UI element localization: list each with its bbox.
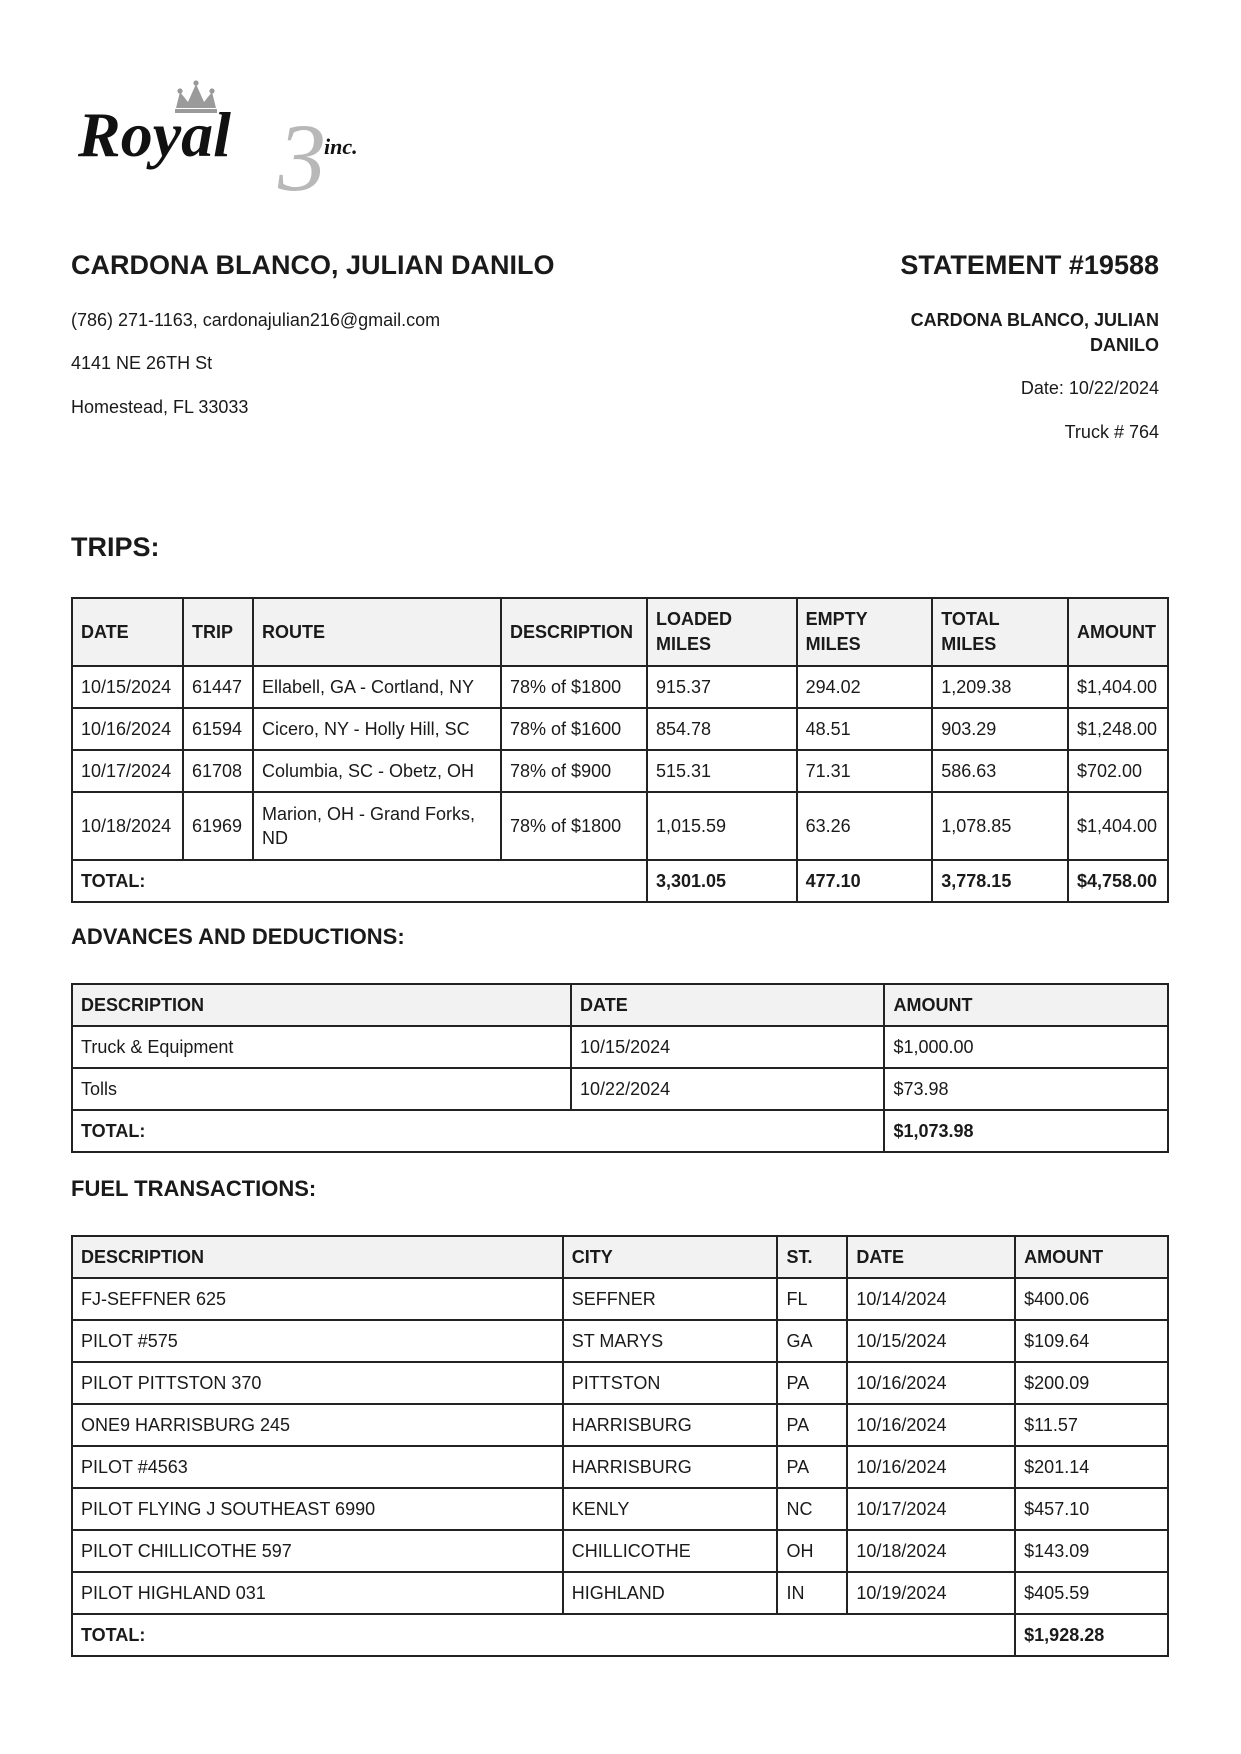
table-row: ONE9 HARRISBURG 245 HARRISBURG PA 10/16/2024 $11.57 <box>72 1404 1168 1446</box>
driver-contact: (786) 271-1163, cardonajulian216@gmail.com <box>71 310 441 330</box>
total-loaded: 3,301.05 <box>647 860 797 902</box>
driver-name: CARDONA BLANCO, JULIAN DANILO <box>71 250 555 280</box>
advances-table <box>71 983 1169 1153</box>
col-description: DESCRIPTION <box>501 598 647 666</box>
royal-3-logo-graphic <box>78 78 388 198</box>
col-empty-miles: EMPTY MILES <box>797 598 933 666</box>
col-trip: TRIP <box>183 598 253 666</box>
logo-suffix: inc. <box>324 134 358 159</box>
fuel-header-row: DESCRIPTION CITY ST. DATE AMOUNT <box>72 1236 1168 1278</box>
statement-truck: Truck # 764 <box>1064 422 1159 442</box>
table-row: PILOT FLYING J SOUTHEAST 6990 KENLY NC 10/17/2024 $457.10 <box>72 1488 1168 1530</box>
statement-recipient-line1: CARDONA BLANCO, JULIAN <box>910 310 1159 330</box>
fuel-heading: FUEL TRANSACTIONS: <box>71 1176 317 1201</box>
table-row: PILOT HIGHLAND 031 HIGHLAND IN 10/19/2024 $405.59 <box>72 1572 1168 1614</box>
table-row: PILOT CHILLICOTHE 597 CHILLICOTHE OH 10/18/2024 $143.09 <box>72 1530 1168 1572</box>
statement-title: STATEMENT #19588 <box>900 250 1159 280</box>
total-label: TOTAL: <box>72 860 647 902</box>
advances-total-row: TOTAL: $1,073.98 <box>72 1110 1168 1152</box>
table-row: 10/18/2024 61969 Marion, OH - Grand Forks, ND 78% of $1800 1,015.59 63.26 1,078.85 $1,404.00 <box>72 792 1168 860</box>
statement-date: Date: 10/22/2024 <box>1020 378 1159 398</box>
company-logo <box>78 78 388 198</box>
trips-total-row <box>72 860 1168 902</box>
driver-address-street: 4141 NE 26TH St <box>71 353 213 373</box>
trips-header-row <box>72 598 1168 666</box>
trips-table <box>71 597 1169 903</box>
logo-numeral: 3 <box>278 104 326 198</box>
statement-recipient <box>859 308 1159 358</box>
col-route: ROUTE <box>253 598 501 666</box>
fuel-total-row: TOTAL: $1,928.28 <box>72 1614 1168 1656</box>
table-row: PILOT #575 ST MARYS GA 10/15/2024 $109.64 <box>72 1320 1168 1362</box>
col-loaded-miles: LOADED MILES <box>647 598 797 666</box>
table-row: 10/17/2024 61708 Columbia, SC - Obetz, OH 78% of $900 515.31 71.31 586.63 $702.00 <box>72 750 1168 792</box>
table-row: 10/15/2024 61447 Ellabell, GA - Cortland, NY 78% of $1800 915.37 294.02 1,209.38 $1,404.00 <box>72 666 1168 708</box>
col-total-miles: TOTAL MILES <box>932 598 1068 666</box>
table-row: 10/16/2024 61594 Cicero, NY - Holly Hill, SC 78% of $1600 854.78 48.51 903.29 $1,248.00 <box>72 708 1168 750</box>
table-row: Tolls 10/22/2024 $73.98 <box>72 1068 1168 1110</box>
table-row: PILOT PITTSTON 370 PITTSTON PA 10/16/2024 $200.09 <box>72 1362 1168 1404</box>
table-row: PILOT #4563 HARRISBURG PA 10/16/2024 $201.14 <box>72 1446 1168 1488</box>
fuel-table <box>71 1235 1169 1657</box>
total-amount: $4,758.00 <box>1068 860 1168 902</box>
col-amount: AMOUNT <box>1068 598 1168 666</box>
table-row: FJ-SEFFNER 625 SEFFNER FL 10/14/2024 $400.06 <box>72 1278 1168 1320</box>
advances-header-row: DESCRIPTION DATE AMOUNT <box>72 984 1168 1026</box>
total-miles: 3,778.15 <box>932 860 1068 902</box>
advances-heading: ADVANCES AND DEDUCTIONS: <box>71 924 405 949</box>
logo-wordmark: Royal <box>78 99 231 170</box>
trips-heading: TRIPS: <box>71 532 160 562</box>
col-date: DATE <box>72 598 183 666</box>
table-row: Truck & Equipment 10/15/2024 $1,000.00 <box>72 1026 1168 1068</box>
driver-address-city: Homestead, FL 33033 <box>71 397 249 417</box>
statement-recipient-line2: DANILO <box>1090 335 1159 355</box>
total-empty: 477.10 <box>797 860 933 902</box>
